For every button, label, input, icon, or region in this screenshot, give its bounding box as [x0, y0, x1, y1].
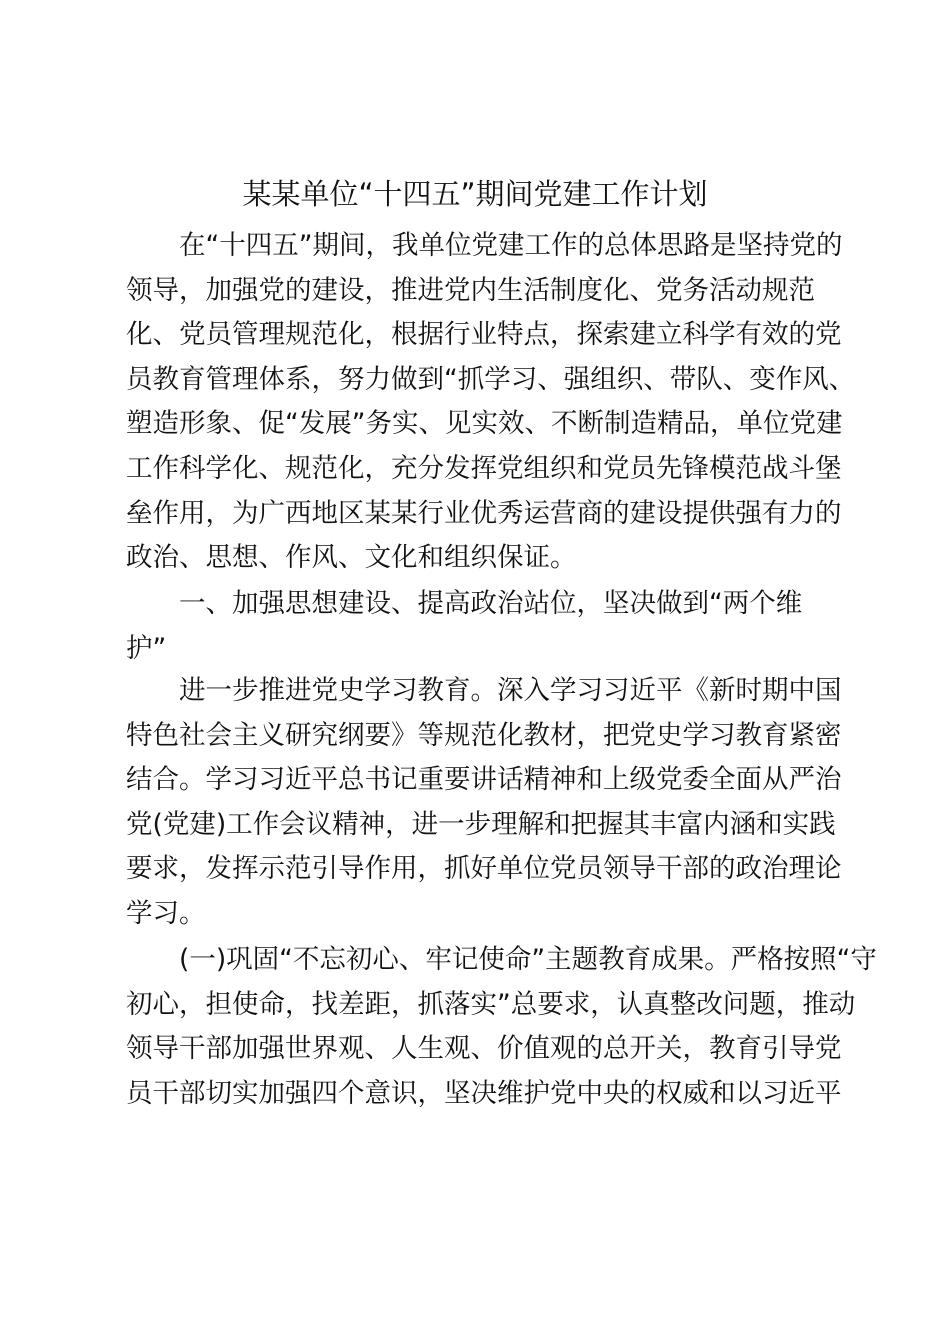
paragraph-line: 党(党建)工作会议精神，进一步理解和把握其丰富内涵和实践: [126, 808, 836, 840]
paragraph-line: 进一步推进党史学习教育。深入学习习近平《新时期中国: [179, 675, 842, 706]
paragraph-line: 在“十四五”期间，我单位党建工作的总体思路是坚持党的: [179, 230, 843, 261]
study-paragraph: [126, 669, 842, 937]
paragraph-line: 工作科学化、规范化，充分发挥党组织和党员先锋模范战斗堡: [126, 452, 842, 484]
paragraph-line: 领导干部加强世界观、人生观、价值观的总开关，教育引导党: [126, 1033, 842, 1065]
paragraph-line: 要求，发挥示范引导作用，抓好单位党员领导干部的政治理论: [126, 853, 842, 885]
item-1-paragraph: [126, 938, 877, 1116]
paragraph-line: 员教育管理体系，努力做到“抓学习、强组织、带队、变作风、: [126, 363, 856, 395]
paragraph-line: 垒作用，为广西地区某某行业优秀运营商的建设提供强有力的: [126, 497, 842, 529]
paragraph-line: 员干部切实加强四个意识，坚决维护党中央的权威和以习近平: [126, 1077, 842, 1109]
heading-line: 一、加强思想建设、提高政治站位，坚决做到“两个维: [179, 588, 803, 619]
paragraph-line: 特色社会主义研究纲要》等规范化教材，把党史学习教育紧密: [126, 719, 842, 751]
paragraph-line: (一)巩固“不忘初心、牢记使命”主题教育成果。严格按照“守: [179, 944, 877, 975]
paragraph-line: 结合。学习习近平总书记重要讲话精神和上级党委全面从严治: [126, 764, 842, 796]
paragraph-line: 学习。: [126, 897, 206, 929]
paragraph-line: 政治、思想、作风、文化和组织保证。: [126, 542, 577, 574]
paragraph-line: 初心，担使命，找差距，抓落实”总要求，认真整改问题，推动: [126, 988, 856, 1020]
section-heading-1: [126, 582, 826, 671]
paragraph-line: 塑造形象、促“发展”务实、见实效、不断制造精品，单位党建: [126, 408, 843, 440]
intro-paragraph: [126, 224, 856, 581]
document-title: 某某单位“十四五”期间党建工作计划: [242, 177, 708, 211]
heading-line: 护”: [126, 632, 167, 664]
paragraph-line: 化、党员管理规范化，根据行业特点，探索建立科学有效的党: [126, 319, 842, 351]
paragraph-line: 领导，加强党的建设，推进党内生活制度化、党务活动规范: [126, 274, 815, 306]
